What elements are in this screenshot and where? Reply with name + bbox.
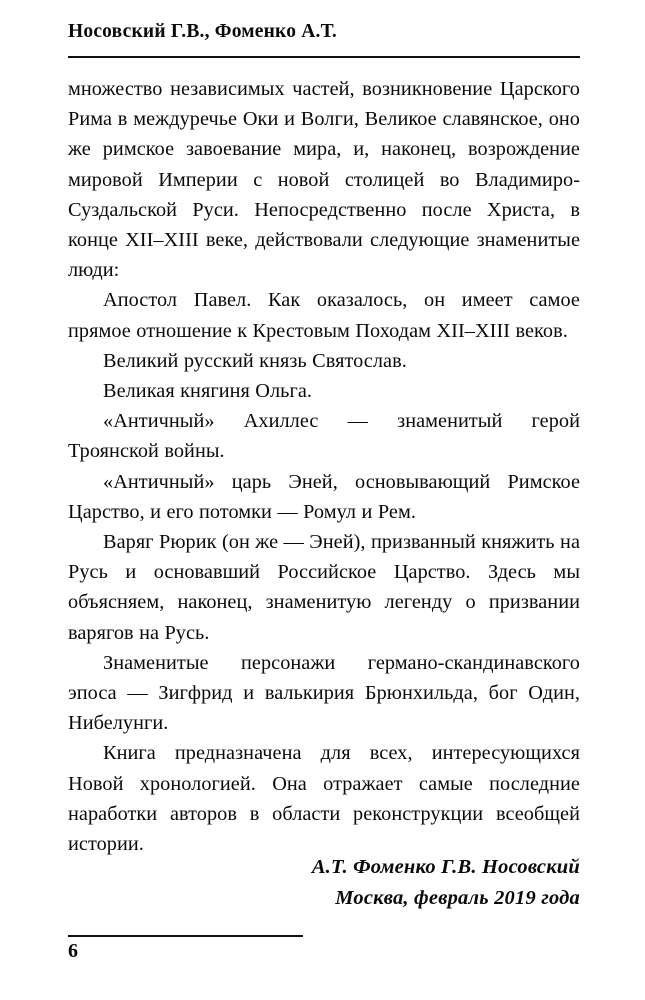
page-number: 6 (68, 940, 79, 962)
paragraph: Апостол Павел. Как оказалось, он имеет самое прямое отношение к Крестовым Походам XII–XIII веков. (68, 289, 580, 342)
body-text-column (68, 74, 580, 859)
paragraph: Великий русский князь Святослав. (103, 349, 407, 372)
paragraph: «Античный» Ахиллес — знаменитый герой Троянской войны. (68, 410, 580, 463)
running-head (68, 20, 580, 43)
paragraph: Варяг Рюрик (он же — Эней), призванный княжить на Русь и основавший Российское Царство. Здесь мы объясняем, наконец, знаменитую легенду о призвании варягов на Русь. (68, 531, 580, 644)
paragraph: множество независимых частей, возникновение Царского Рима в междуречье Оки и Волги, Великое славянское, оно же римское завоевание мира, и, наконец, возрождение мировой Империи с новой столицей во Владимиро-Суздальской Руси. Непосредственно после Христа, в конце XII–XIII веке, действовали следующие знаменитые люди: (68, 78, 580, 282)
signature-authors: А.Т. Фоменко Г.В. Носовский (311, 856, 580, 878)
paragraph: Знаменитые персонажи германо-скандинавского эпоса — Зигфрид и валькирия Брюнхильда, бог Один, Нибелунги. (68, 651, 580, 735)
header-rule (68, 56, 580, 58)
signature-place-date: Москва, февраль 2019 года (335, 887, 580, 909)
footer-rule (68, 935, 303, 937)
paragraph: Великая княгиня Ольга. (103, 380, 313, 403)
signature-block (68, 852, 580, 914)
running-head-text: Носовский Г.В., Фоменко А.Т. (68, 21, 337, 42)
paragraph: «Античный» царь Эней, основывающий Римское Царство, и его потомки — Ромул и Рем. (68, 470, 580, 523)
paragraph: Книга предназначена для всех, интересующихся Новой хронологией. Она отражает самые последние наработки авторов в области реконструкции всеобщей истории. (68, 742, 580, 856)
